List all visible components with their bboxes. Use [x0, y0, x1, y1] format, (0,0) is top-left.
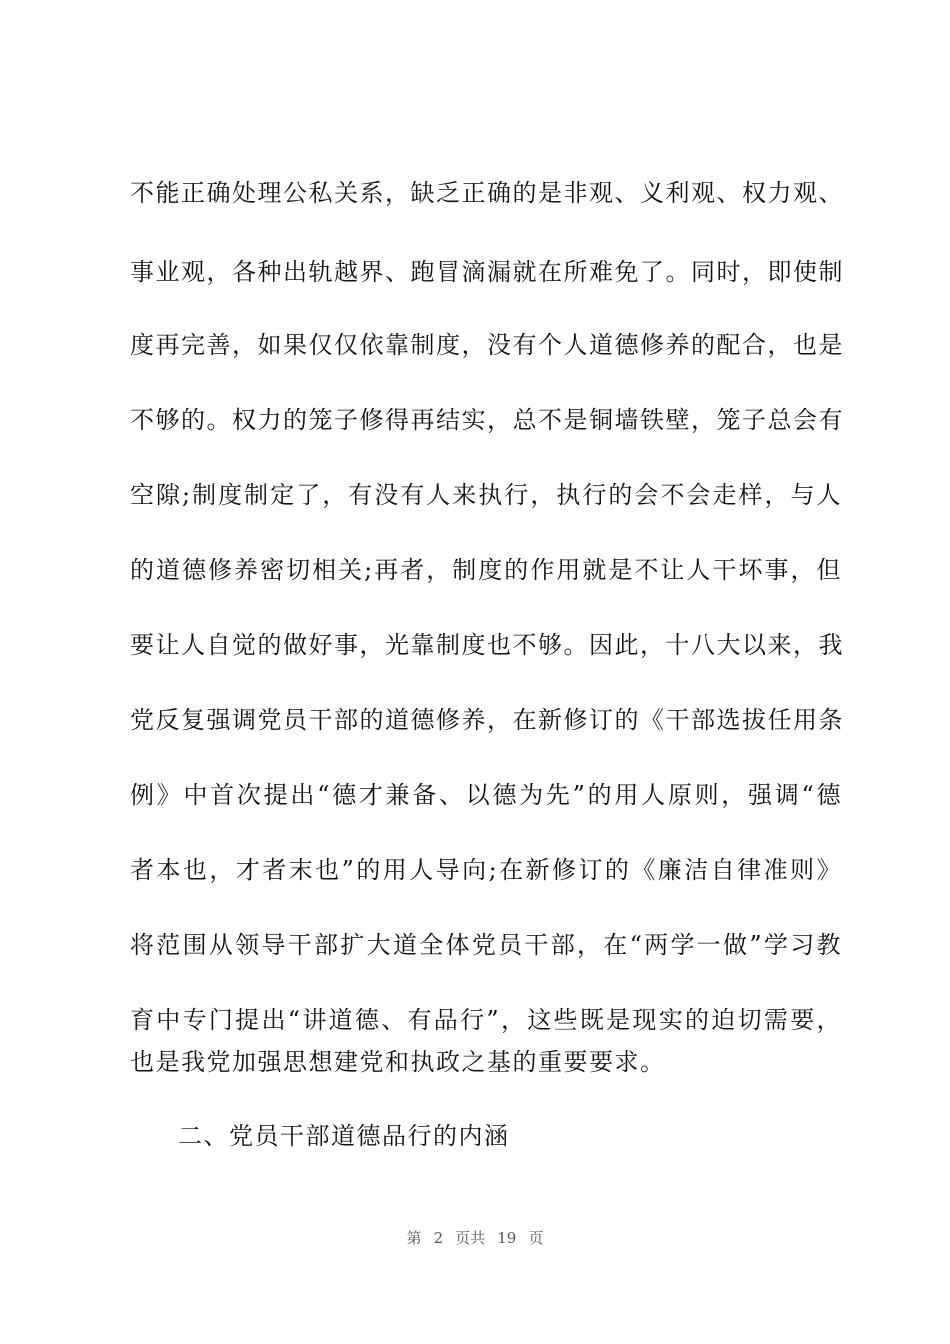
footer-prefix: 第 — [406, 1229, 422, 1247]
paragraph-line: 育中专门提出“讲道德、有品行”，这些既是现实的迫切需要， — [130, 1006, 842, 1034]
page-footer — [0, 1227, 950, 1248]
paragraph-line: 事业观，各种出轨越界、跑冒滴漏就在所难免了。同时，即使制 — [130, 258, 844, 286]
section-heading: 二、党员干部道德品行的内涵 — [178, 1122, 510, 1150]
paragraph-line: 党反复强调党员干部的道德修养，在新修订的《干部选拔任用条 — [130, 706, 844, 734]
paragraph-line: 的道德修养密切相关;再者，制度的作用就是不让人干坏事，但 — [130, 556, 842, 584]
paragraph-line: 不够的。权力的笼子修得再结实，总不是铜墙铁壁，笼子总会有 — [130, 406, 844, 434]
paragraph-line: 要让人自觉的做好事，光靠制度也不够。因此，十八大以来，我 — [130, 631, 844, 659]
paragraph-line: 度再完善，如果仅仅依靠制度，没有个人道德修养的配合，也是 — [130, 331, 844, 359]
paragraph-line: 空隙;制度制定了，有没有人来执行，执行的会不会走样，与人 — [130, 481, 842, 509]
paragraph-line: 例》中首次提出“德才兼备、以德为先”的用人原则，强调“德 — [130, 781, 842, 809]
footer-suffix: 页 — [528, 1229, 544, 1247]
paragraph-line: 将范围从领导干部扩大道全体党员干部，在“两学一做”学习教 — [130, 931, 842, 959]
paragraph-line: 也是我党加强思想建党和执政之基的重要要求。 — [130, 1048, 666, 1076]
footer-total-pages: 19 — [497, 1229, 517, 1247]
paragraph-line: 不能正确处理公私关系，缺乏正确的是非观、义利观、权力观、 — [130, 179, 844, 207]
paragraph-line: 者本也，才者末也”的用人导向;在新修订的《廉洁自律准则》 — [130, 856, 842, 884]
footer-current-page: 2 — [433, 1229, 444, 1247]
footer-middle: 页共 — [455, 1229, 486, 1247]
